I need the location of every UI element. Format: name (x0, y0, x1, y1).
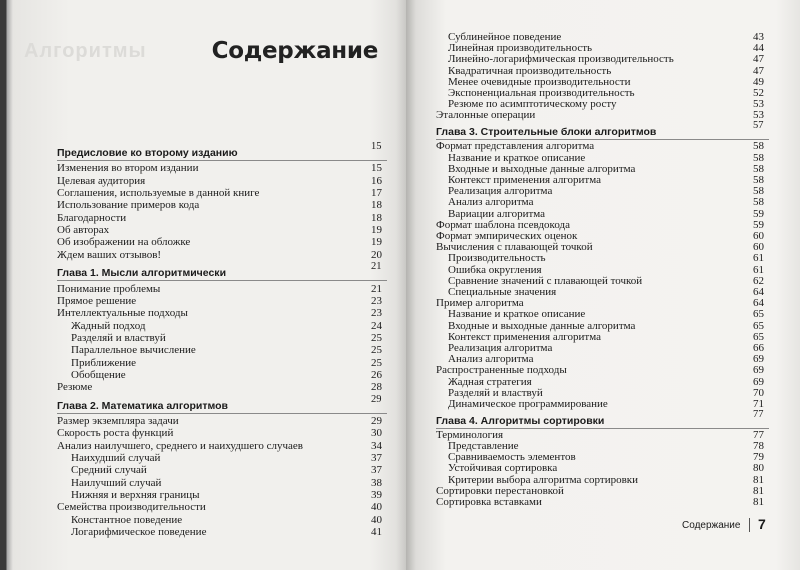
toc-page-number: 18 (371, 211, 382, 224)
toc-entry-title: Прямое решение (57, 294, 137, 307)
toc-page-number: 59 (753, 207, 764, 220)
toc-subentry (71, 344, 382, 357)
toc-entry (57, 282, 382, 296)
toc-subentry (71, 464, 382, 477)
toc-entry-title: Глава 2. Математика алгоритмов (57, 399, 228, 412)
toc-entry-title: Сравнение значений с плавающей точкой (448, 274, 643, 287)
toc-page-number: 81 (753, 484, 764, 497)
toc-entry-title: Название и краткое описание (448, 308, 586, 321)
toc-entry-title: Благодарности (57, 211, 127, 224)
toc-page-number: 25 (371, 344, 382, 357)
toc-entry-title: Размер экземпляра задачи (57, 415, 179, 427)
toc-subentry (71, 319, 382, 333)
toc-page-number: 23 (371, 294, 382, 307)
toc-entry (57, 427, 382, 440)
toc-entry-title: Реализация алгоритма (448, 185, 553, 198)
toc-page-number: 16 (371, 174, 382, 187)
toc-entry-title: Устойчивая сортировка (448, 462, 558, 475)
toc-entry-title: Об авторах (57, 224, 110, 237)
toc-page-number: 25 (371, 331, 382, 344)
toc-page-number: 60 (753, 229, 764, 242)
toc-entry-title: Контекст применения алгоритма (448, 330, 602, 343)
toc-entry-title: Экспоненциальная производительность (448, 87, 635, 99)
toc-entry-title: Резюме по асимптотическому росту (448, 98, 617, 111)
toc-page-number: 78 (753, 440, 764, 452)
toc-entry (57, 162, 382, 175)
toc-page-number: 60 (753, 241, 764, 254)
toc-entry (57, 294, 382, 308)
toc-chapter-heading (57, 393, 382, 413)
toc-entry-title: Входные и выходные данные алгоритма (448, 162, 636, 175)
toc-page-number: 61 (753, 252, 764, 265)
toc-entry-title: Интеллектуальные подходы (57, 307, 188, 320)
toc-entry-title: Нижняя и верхняя границы (71, 489, 200, 502)
toc-page-number: 41 (371, 526, 382, 539)
toc-page-number: 69 (753, 364, 764, 377)
toc-entry-title: Менее очевидные производительности (448, 75, 631, 88)
toc-entry-title: Сублинейное поведение (448, 31, 562, 43)
chapter-rule (57, 280, 387, 281)
toc-entry-title: Квадратичная производительность (448, 64, 612, 77)
toc-entry-title: Анализ алгоритма (448, 353, 534, 366)
toc-entry (57, 236, 382, 249)
toc-entry-title: Пример алгоритма (436, 297, 524, 310)
toc-entry-title: Формат шаблона псевдокода (436, 218, 570, 231)
footer-divider (749, 518, 750, 532)
toc-entry-title: Ошибка округления (448, 263, 542, 276)
toc-entry-title: Скорость роста функций (57, 427, 174, 440)
toc-entry (57, 415, 382, 428)
toc-subentry (71, 331, 382, 345)
toc-entry-title: Об изображении на обложке (57, 236, 191, 249)
toc-entry-title: Входные и выходные данные алгоритма (448, 319, 636, 332)
toc-page-number: 49 (753, 75, 764, 88)
toc-page-number: 77 (753, 428, 764, 441)
toc-entry-title: Глава 1. Мысли алгоритмически (57, 267, 227, 280)
toc-entry-title: Линейная производительность (448, 42, 593, 55)
toc-entry (436, 496, 764, 509)
toc-entry-title: Ждем ваших отзывов! (57, 248, 162, 261)
toc-entry (57, 211, 382, 225)
toc-page-number: 26 (371, 368, 382, 381)
toc-entry-title: Распространенные подходы (436, 364, 567, 377)
toc-entry-title: Реализация алгоритма (448, 341, 553, 354)
toc-entry-title: Терминология (436, 428, 504, 441)
footer-running-title: Содержание (682, 520, 741, 531)
toc-page-number: 47 (753, 64, 764, 77)
toc-entry-title: Вариации алгоритма (448, 207, 546, 220)
toc-entry-title: Представление (448, 440, 519, 452)
toc-entry-title: Динамическое программирование (448, 397, 608, 410)
toc-entry (57, 174, 382, 188)
toc-page-number: 61 (753, 263, 764, 276)
toc-entry-title: Формат эмпирических оценок (436, 229, 578, 242)
toc-entry-title: Вычисления с плавающей точкой (436, 241, 593, 254)
toc-page-number: 69 (753, 353, 764, 366)
toc-chapter-heading (436, 120, 764, 139)
toc-page-number: 19 (371, 224, 382, 237)
toc-page-number: 77 (753, 408, 764, 420)
toc-entry (57, 439, 382, 453)
toc-entry-title: Параллельное вычисление (71, 344, 196, 357)
toc-page-number: 69 (753, 375, 764, 388)
toc-entry-title: Приближение (71, 356, 137, 369)
toc-page-number: 52 (753, 87, 764, 99)
toc-entry-title: Формат представления алгоритма (436, 140, 595, 153)
toc-page-number: 20 (371, 248, 382, 261)
toc-entry-title: Сравниваемость элементов (448, 451, 576, 464)
footer-page-number: 7 (758, 516, 766, 532)
toc-page-number: 24 (371, 319, 382, 332)
toc-entry-title: Разделяй и властвуй (71, 331, 166, 344)
toc-entry-title: Понимание проблемы (57, 282, 161, 295)
toc-page-number: 15 (371, 141, 382, 152)
toc-page-number: 66 (753, 341, 764, 354)
toc-page-number: 29 (371, 393, 382, 405)
toc-page-number: 19 (371, 236, 382, 249)
toc-page-number: 64 (753, 297, 764, 310)
toc-subentry (71, 489, 382, 502)
toc-page-number: 43 (753, 31, 764, 43)
toc-entry-title: Резюме (57, 381, 93, 394)
toc-entry-title: Разделяй и властвуй (448, 386, 543, 399)
toc-page-number: 21 (371, 282, 382, 295)
toc-page-number: 21 (371, 261, 382, 273)
toc-page-number: 58 (753, 173, 764, 186)
toc-entry-title: Соглашения, используемые в данной книге (57, 187, 260, 200)
toc-entry-title: Жадный подход (71, 319, 146, 332)
toc-entry (57, 307, 382, 320)
toc-page-number: 44 (753, 42, 764, 55)
toc-page-number: 71 (753, 397, 764, 410)
toc-page-number: 17 (371, 187, 382, 200)
toc-page-number: 65 (753, 330, 764, 343)
toc-entry-title: Глава 3. Строительные блоки алгоритмов (436, 126, 657, 139)
toc-entry-title: Анализ алгоритма (448, 196, 534, 209)
toc-entry-title: Линейно-логарифмическая производительность (448, 53, 674, 66)
toc-entry (57, 187, 382, 200)
toc-page-number: 81 (753, 496, 764, 508)
toc-entry (57, 501, 382, 514)
toc-entry (57, 248, 382, 262)
toc-subentry (71, 356, 382, 370)
page-title: Содержание (211, 38, 378, 64)
toc-page-number: 57 (753, 120, 764, 132)
toc-subentry (71, 452, 382, 465)
toc-entry-title: Константное поведение (71, 513, 183, 526)
toc-entry-title: Использование примеров кода (57, 199, 200, 212)
toc-page-number: 58 (753, 140, 764, 153)
toc-entry-title: Глава 4. Алгоритмы сортировки (436, 414, 605, 427)
toc-page-number: 79 (753, 451, 764, 464)
toc-page-number: 39 (371, 489, 382, 502)
toc-entry-title: Средний случай (71, 464, 147, 477)
toc-entry-title: Жадная стратегия (448, 375, 532, 388)
right-page (406, 0, 800, 570)
toc-page-number: 53 (753, 109, 764, 122)
toc-page-number: 65 (753, 319, 764, 332)
toc-page-number: 64 (753, 285, 764, 298)
toc-subentry (71, 526, 382, 539)
toc-page-number: 30 (371, 427, 382, 440)
toc-page-number: 62 (753, 274, 764, 287)
toc-page-number: 15 (371, 162, 382, 175)
toc-entry (57, 381, 382, 394)
toc-subentry (448, 397, 764, 411)
toc-page-number: 34 (371, 439, 382, 452)
toc-page-number: 18 (371, 199, 382, 212)
toc-entry-title: Сортировки перестановкой (436, 484, 564, 497)
toc-entry-title: Целевая аудитория (57, 174, 146, 187)
toc-chapter-heading (57, 141, 382, 160)
chapter-rule (57, 160, 387, 161)
toc-page-number: 37 (371, 452, 382, 465)
toc-entry-title: Предисловие ко второму изданию (57, 147, 238, 159)
toc-entry-title: Семейства производительности (57, 501, 206, 514)
show-through-heading: Алгоритмы (24, 40, 147, 62)
toc-entry-title: Наихудший случай (71, 452, 161, 465)
toc-page-number: 58 (753, 185, 764, 198)
toc-entry-title: Изменения во втором издании (57, 162, 199, 175)
toc-page-number: 40 (371, 501, 382, 514)
toc-page-number: 47 (753, 53, 764, 66)
toc-entry (57, 224, 382, 237)
toc-entry-title: Сортировка вставками (436, 496, 542, 508)
toc-page-number: 38 (371, 476, 382, 489)
toc-entry-title: Производительность (448, 252, 546, 265)
toc-entry-title: Наилучший случай (71, 476, 162, 489)
toc-page-number: 25 (371, 356, 382, 369)
toc-chapter-heading (436, 408, 764, 428)
toc-chapter-heading (57, 261, 382, 280)
toc-page-number: 81 (753, 473, 764, 486)
toc-page-number: 40 (371, 513, 382, 526)
toc-page-number: 37 (371, 464, 382, 477)
toc-entry-title: Анализ наилучшего, среднего и наихудшего случаев (57, 439, 304, 452)
toc-page-number: 58 (753, 151, 764, 164)
toc-page-number: 28 (371, 381, 382, 394)
toc-page-number: 80 (753, 462, 764, 475)
toc-subentry (71, 368, 382, 382)
toc-entry-title: Обобщение (71, 368, 126, 381)
toc-entry-title: Критерии выбора алгоритма сортировки (448, 473, 639, 486)
toc-entry-title: Эталонные операции (436, 109, 536, 122)
toc-entry-title: Специальные значения (448, 285, 557, 298)
toc-subentry (71, 476, 382, 490)
toc-subentry (71, 513, 382, 527)
toc-page-number: 23 (371, 307, 382, 320)
toc-entry (436, 109, 764, 122)
toc-entry-title: Контекст применения алгоритма (448, 173, 602, 186)
toc-entry (57, 199, 382, 212)
toc-page-number: 59 (753, 218, 764, 231)
toc-entry-title: Название и краткое описание (448, 151, 586, 164)
toc-page-number: 65 (753, 308, 764, 321)
toc-page-number: 29 (371, 415, 382, 427)
chapter-rule (57, 413, 387, 414)
toc-page-number: 58 (753, 196, 764, 209)
toc-entry-title: Логарифмическое поведение (71, 526, 207, 539)
toc-page-number: 53 (753, 98, 764, 111)
toc-page-number: 58 (753, 162, 764, 175)
toc-page-number: 70 (753, 386, 764, 399)
